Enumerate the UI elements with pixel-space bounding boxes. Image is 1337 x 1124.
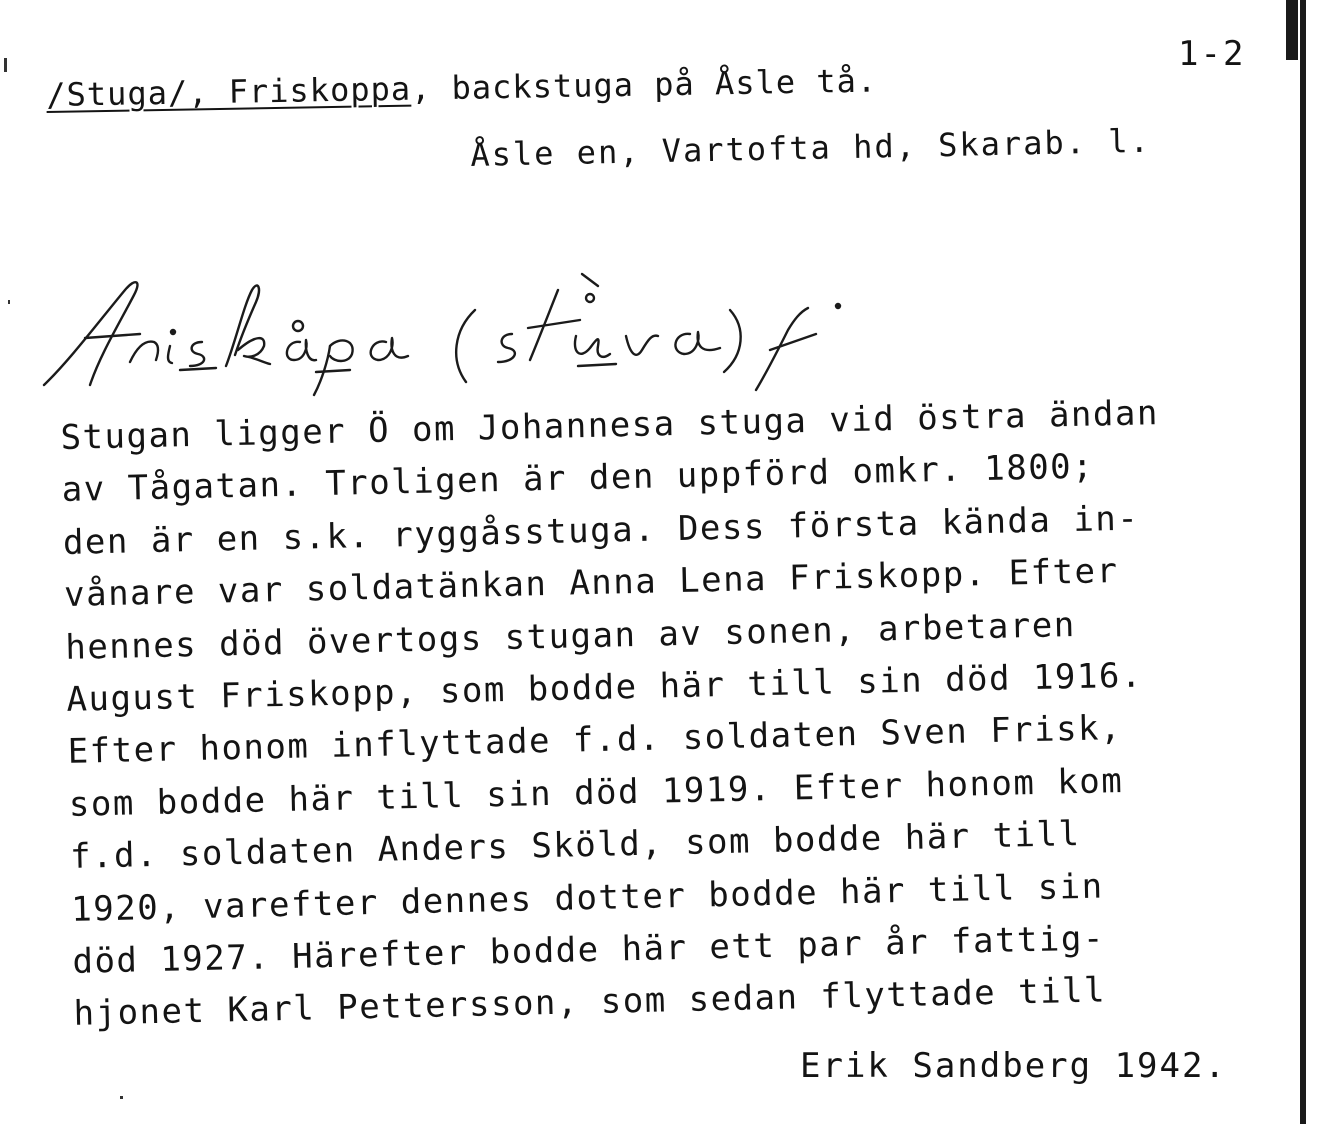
location-line: Åsle en, Vartofta hd, Skarab. l.	[470, 121, 1152, 174]
body-line: Efter honom inflyttade f.d. soldaten Sven Frisk,	[67, 708, 1123, 773]
scan-speck	[4, 58, 7, 72]
page-number: 1-2	[1178, 34, 1246, 74]
scan-speck	[8, 300, 10, 304]
handwritten-note-drawing	[30, 250, 1030, 400]
body-line: den är en s.k. ryggåsstuga. Dess första kända in-	[62, 498, 1140, 563]
body-line: hjonet Karl Pettersson, som sedan flyttade till	[73, 970, 1107, 1035]
handwritten-note	[30, 250, 1030, 400]
body-line: f.d. soldaten Anders Sköld, som bodde här till	[69, 814, 1081, 878]
body-line: av Tågatan. Troligen är den uppförd omkr. 1800;	[61, 446, 1095, 511]
card-heading	[46, 61, 877, 113]
body-line: hennes död övertogs stugan av sonen, arbetaren	[64, 604, 1077, 668]
body-line: Stugan ligger Ö om Johannesa stuga vid östra ändan	[60, 393, 1160, 458]
body-line: August Friskopp, som bodde här till sin död 1916.	[66, 655, 1144, 720]
card-heading-rest: , backstuga på Åsle tå.	[410, 61, 878, 108]
body-line: död 1927. Härefter bodde här ett par år fattig-	[72, 918, 1106, 982]
card-top-right-edge	[1286, 0, 1298, 60]
signature: Erik Sandberg 1942.	[800, 1046, 1227, 1086]
body-line: 1920, varefter dennes dotter bodde här till sin	[70, 866, 1105, 930]
card-body-text	[60, 383, 1334, 1040]
card-title: /Stuga/, Friskoppa	[46, 69, 412, 114]
body-line: vånare var soldatänkan Anna Lena Friskopp. Efter	[63, 551, 1119, 616]
body-line: som bodde här till sin död 1919. Efter honom kom	[68, 760, 1124, 825]
scan-speck	[120, 1096, 123, 1099]
